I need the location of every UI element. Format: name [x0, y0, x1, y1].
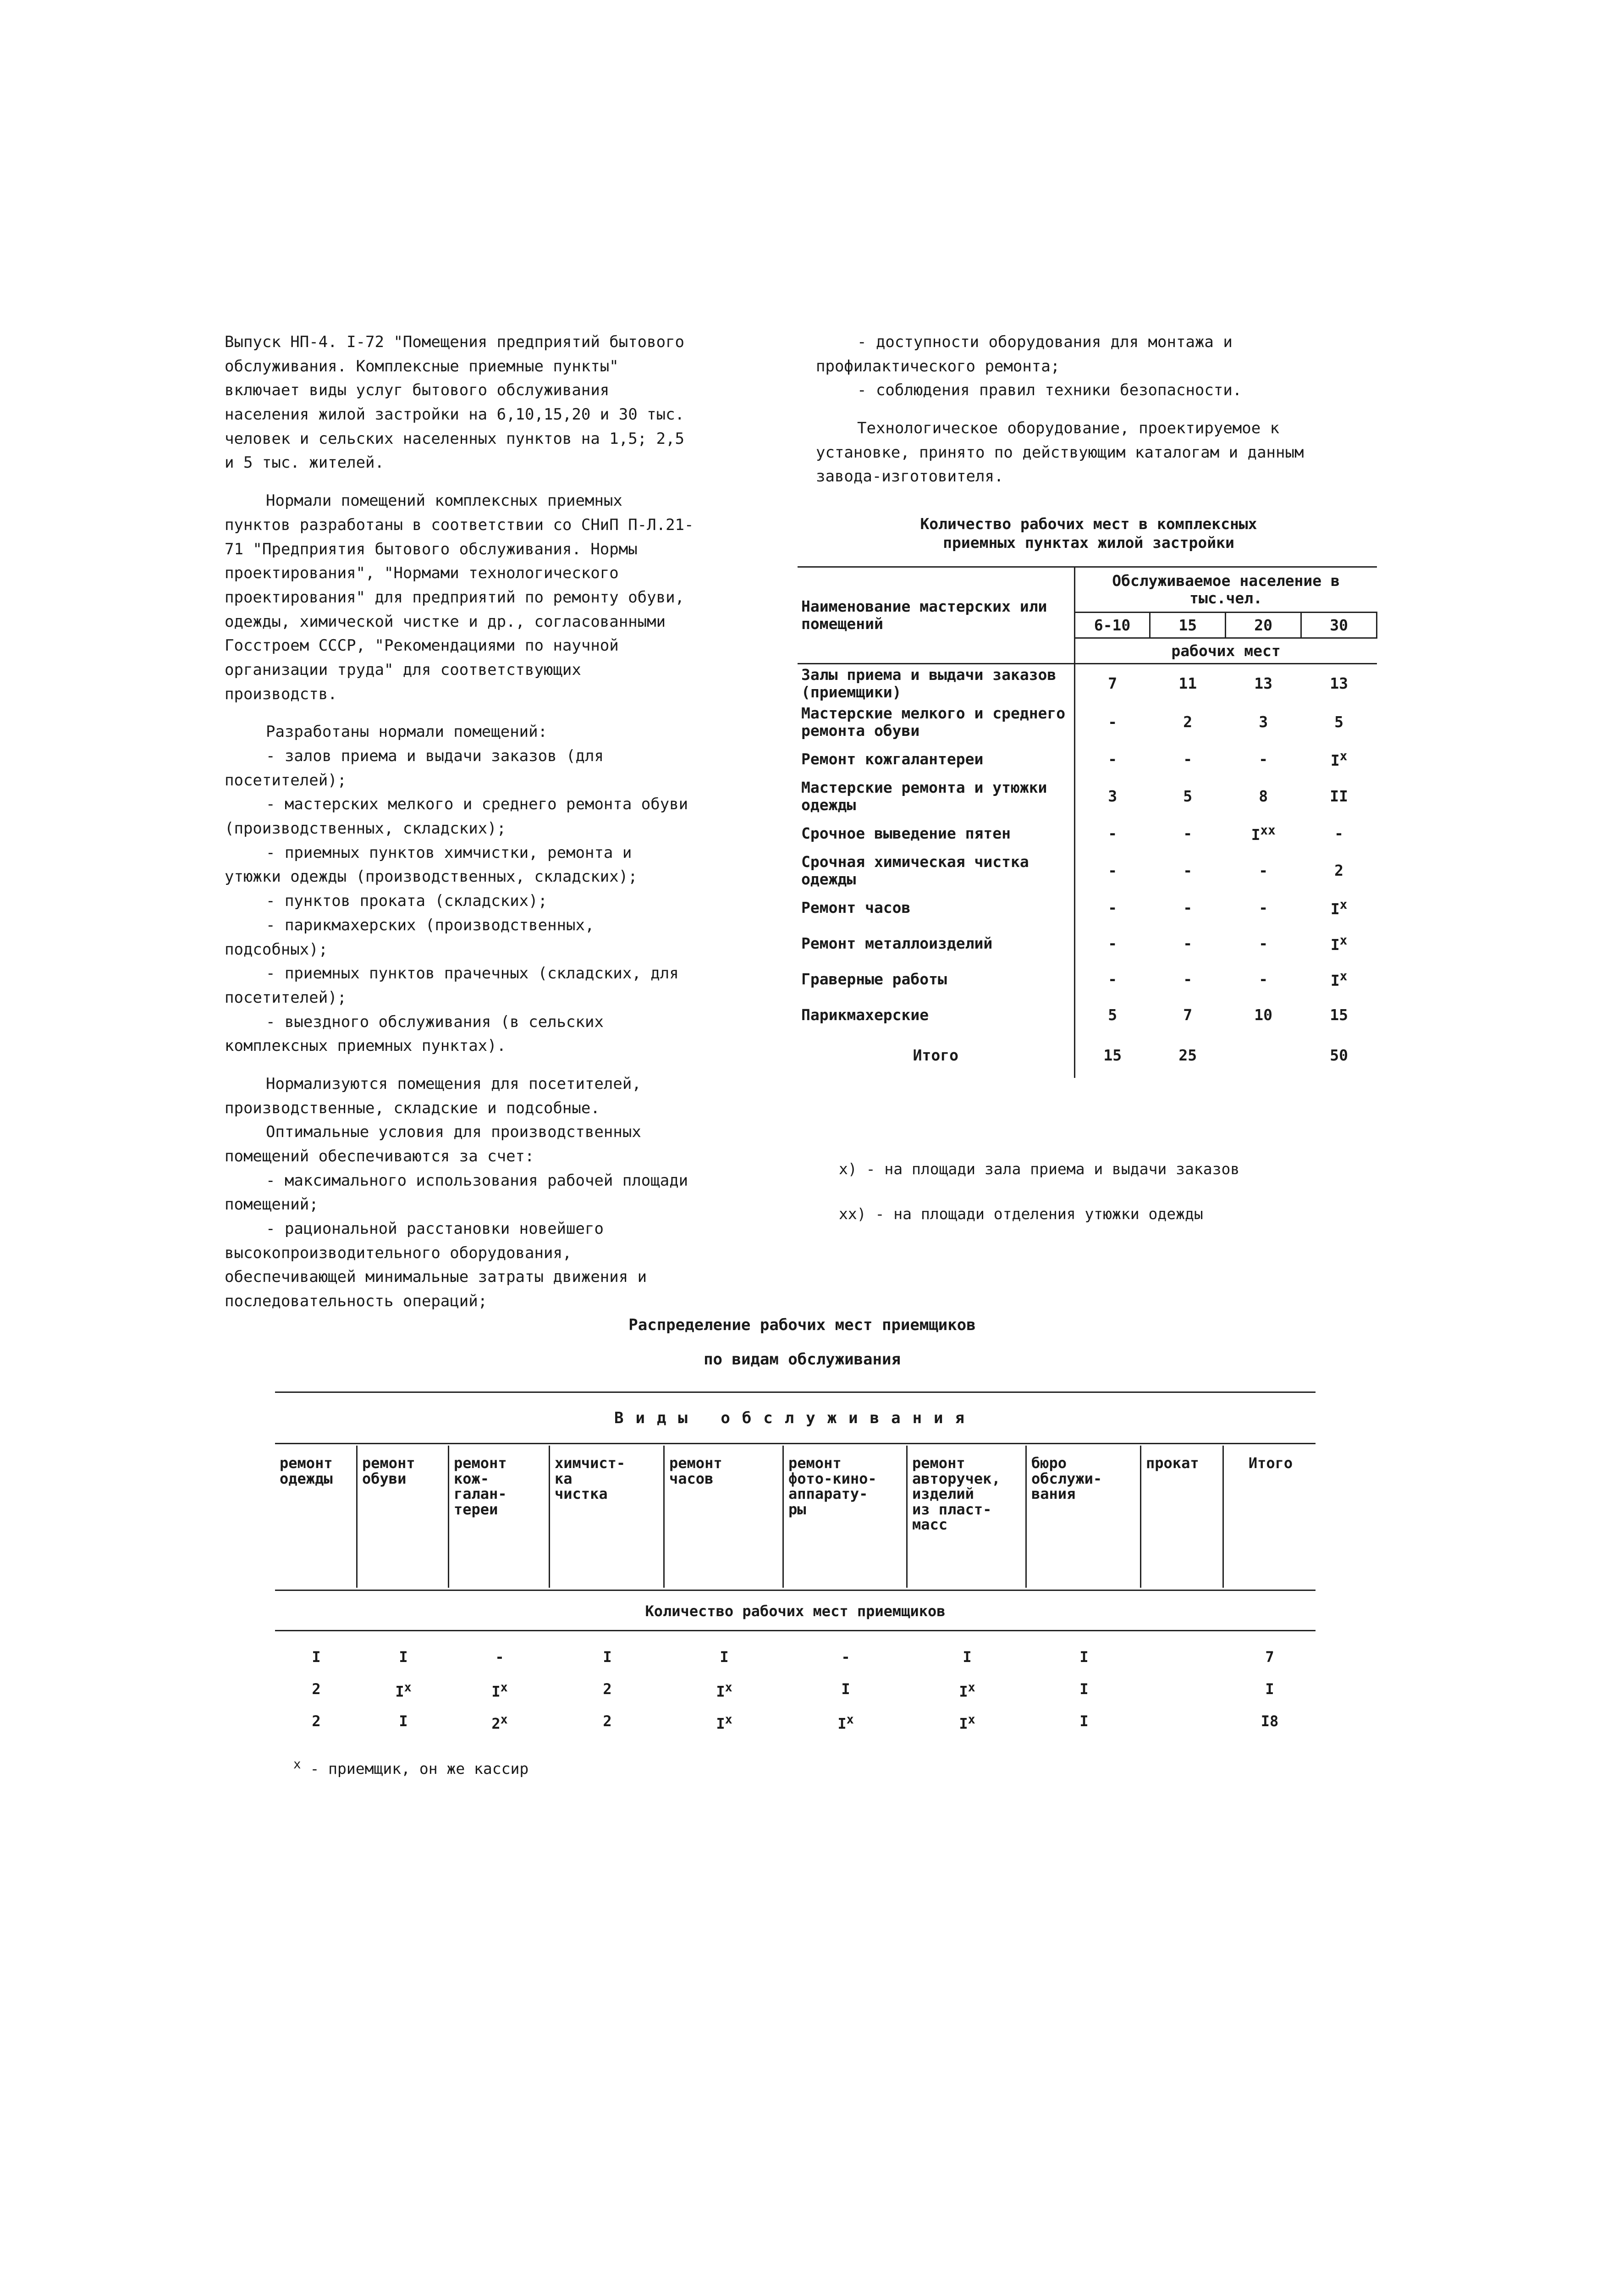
- table-row: [275, 1712, 1316, 1733]
- table-cell: [1074, 777, 1150, 816]
- cell-value: 2: [1183, 712, 1193, 731]
- table-cell: [1027, 1712, 1141, 1733]
- footnote-text: - на площади отделения утюжки одежды: [875, 1205, 1203, 1223]
- cell-value: -: [1183, 898, 1193, 917]
- table-cell: [550, 1712, 665, 1733]
- cell-value: I: [1330, 900, 1340, 918]
- cell-value: -: [1183, 861, 1193, 879]
- list-item: - рациональной расстановки новейшего высокопроизводительного оборудования, обеспечивающей минимальные затраты движения и последовательность операций;: [225, 1220, 647, 1311]
- table-cell: [1074, 664, 1150, 703]
- table-cell: [1226, 997, 1301, 1033]
- table-cell: [1226, 741, 1301, 777]
- footnote-mark: xx): [839, 1205, 866, 1223]
- cell-value: -: [841, 1648, 850, 1666]
- normalized-paragraph: Нормализуются помещения для посетителей, производственные, складские и подсобные.: [225, 1074, 641, 1117]
- table-row: [798, 816, 1377, 851]
- cell-value: 5: [1183, 787, 1193, 805]
- row-label: Мастерские ремонта и утюжки одежды: [798, 777, 1074, 816]
- list-item: - доступности оборудования для монтажа и профилактического ремонта;: [816, 333, 1233, 375]
- table2-column-header: химчист- ка чистка: [550, 1446, 665, 1588]
- cell-value: 2: [603, 1680, 612, 1698]
- table1-caption: [802, 514, 1375, 552]
- table-row: [798, 703, 1377, 741]
- table2-header-row: [275, 1446, 1316, 1588]
- cell-value: -: [1108, 750, 1118, 768]
- table-cell: [1141, 1648, 1224, 1666]
- cell-value: I: [1251, 825, 1261, 844]
- table-cell: [1226, 703, 1301, 741]
- cell-value: 3: [1108, 787, 1118, 805]
- cell-value: I: [312, 1648, 321, 1666]
- table-cell: [449, 1712, 550, 1733]
- table-cell: [1074, 703, 1150, 741]
- table-cell: [1226, 816, 1301, 851]
- cell-value: -: [1259, 750, 1268, 768]
- list-item: - максимального использования рабочей площади помещений;: [225, 1171, 688, 1214]
- cell-value: 10: [1254, 1005, 1273, 1024]
- optimal-paragraph: Оптимальные условия для производственных помещений обеспечиваются за счет:: [225, 1123, 641, 1165]
- cell-footnote-mark: x: [500, 1712, 508, 1727]
- cell-value: -: [1183, 824, 1193, 842]
- table2-group-header: Виды обслуживания: [614, 1409, 976, 1427]
- table-cell: [1074, 890, 1150, 926]
- table1-column-header: 30: [1301, 613, 1377, 638]
- cell-value: I: [603, 1648, 612, 1666]
- total-cell: 15: [1103, 1046, 1122, 1064]
- table-cell: [1226, 851, 1301, 890]
- table-cell: [1074, 926, 1150, 961]
- right-column: [816, 330, 1371, 489]
- norms-paragraph: Нормали помещений комплексных приемных пунктов разработаны в соответствии со СНиП П-Л.21-71 "Предприятия бытового обслуживания. Нормы проектирования", "Нормами технологического проектирования" для предприятий по ремонту обуви, одежды, химической чистке и др., согласованными Госстроем СССР, "Рекомендациями по научной организации труда" для соответствующих производств.: [225, 491, 694, 703]
- cell-footnote-mark: x: [725, 1712, 732, 1727]
- table-row: [798, 997, 1377, 1033]
- table2-column-header: бюро обслужи- вания: [1027, 1446, 1141, 1588]
- footnote-mark: x: [293, 1757, 301, 1772]
- table-cell: [1301, 997, 1377, 1033]
- cell-value: I: [1079, 1648, 1089, 1666]
- table-cell: [1074, 961, 1150, 997]
- cell-value: -: [1108, 824, 1118, 842]
- table2-count-label: Количество рабочих мест приемщиков: [645, 1602, 946, 1620]
- cell-value: I: [716, 1715, 725, 1733]
- table-cell: [1074, 741, 1150, 777]
- row-label: Мастерские мелкого и среднего ремонта обуви: [798, 703, 1074, 741]
- table-cell: [1150, 851, 1226, 890]
- table-cell: [784, 1680, 908, 1701]
- row-label: Срочная химическая чистка одежды: [798, 851, 1074, 890]
- cell-footnote-mark: x: [404, 1680, 412, 1695]
- cell-value: 8: [1259, 787, 1268, 805]
- table2-column-header: ремонт обуви: [358, 1446, 449, 1588]
- workplaces-table: [798, 566, 1377, 1078]
- table-cell: [358, 1680, 449, 1701]
- cell-value: I: [959, 1683, 968, 1701]
- table-cell: [1301, 777, 1377, 816]
- cell-value: II: [1330, 787, 1348, 805]
- cell-footnote-mark: xx: [1260, 823, 1276, 838]
- table-cell: [1224, 1680, 1316, 1701]
- cell-value: 5: [1334, 712, 1344, 731]
- cell-footnote-mark: x: [846, 1712, 854, 1727]
- cell-footnote-mark: x: [968, 1680, 975, 1695]
- table-row: [798, 664, 1377, 703]
- table2-caption-line: Распределение рабочих мест приемщиков: [628, 1316, 976, 1334]
- cell-value: I: [1330, 751, 1340, 769]
- list-item: - пунктов проката (складских);: [266, 892, 548, 911]
- list-item: - выездного обслуживания (в сельских комплексных приемных пунктах).: [225, 1012, 604, 1055]
- footnote: [839, 1205, 1203, 1223]
- cell-value: -: [1259, 898, 1268, 917]
- row-label: Ремонт кожгалантереи: [798, 741, 1074, 777]
- table2-column-header: Итого: [1248, 1454, 1293, 1472]
- table-cell: [1301, 664, 1377, 703]
- table-cell: [275, 1712, 358, 1733]
- cell-value: 7: [1108, 674, 1118, 692]
- row-label: Ремонт металлоизделий: [798, 926, 1074, 961]
- table1-column-header: 15: [1150, 613, 1226, 638]
- table2-column-header: ремонт часов: [665, 1446, 784, 1588]
- cell-footnote-mark: x: [725, 1680, 732, 1695]
- cell-value: -: [1108, 861, 1118, 879]
- cell-value: -: [1108, 712, 1118, 731]
- cell-value: 2: [312, 1680, 321, 1698]
- table-cell: [1027, 1680, 1141, 1701]
- equipment-paragraph: Технологическое оборудование, проектируемое к установке, принято по действующим каталогам и данным завода-изготовителя.: [816, 419, 1304, 486]
- table-cell: [1301, 703, 1377, 741]
- cell-value: -: [1334, 824, 1344, 842]
- cell-value: -: [1183, 970, 1193, 988]
- cell-value: 2: [491, 1715, 501, 1733]
- table-cell: [1301, 851, 1377, 890]
- total-row: [798, 1033, 1377, 1078]
- cell-footnote-mark: x: [1339, 897, 1348, 912]
- list-item: - залов приема и выдачи заказов (для посетителей);: [225, 747, 604, 790]
- table-cell: [1150, 777, 1226, 816]
- table1-caption-line: Количество рабочих мест в комплексных: [920, 515, 1257, 533]
- cell-footnote-mark: x: [1339, 748, 1348, 763]
- table-cell: [1226, 664, 1301, 703]
- table1-caption-line: приемных пунктах жилой застройки: [943, 534, 1234, 552]
- cell-value: -: [1108, 898, 1118, 917]
- table-row: [798, 961, 1377, 997]
- cell-value: -: [1108, 934, 1118, 952]
- table-row: [275, 1680, 1316, 1701]
- table-cell: [550, 1680, 665, 1701]
- table-cell: [1301, 816, 1377, 851]
- cell-footnote-mark: x: [1339, 933, 1348, 948]
- table2-caption-line: по видам обслуживания: [704, 1350, 901, 1369]
- total-label: Итого: [798, 1033, 1074, 1078]
- cell-value: I: [1079, 1680, 1089, 1698]
- table-row: [275, 1648, 1316, 1666]
- table1-header-name: Наименование мастерских или помещений: [798, 567, 1074, 664]
- table-cell: [550, 1648, 665, 1666]
- cell-value: I: [837, 1715, 847, 1733]
- cell-value: -: [1259, 970, 1268, 988]
- table-cell: [1150, 890, 1226, 926]
- table-cell: [358, 1648, 449, 1666]
- table-cell: [1224, 1712, 1316, 1733]
- table-cell: [1074, 997, 1150, 1033]
- table1-header-population: Обслуживаемое население в тыс.чел.: [1074, 567, 1376, 613]
- table-cell: [908, 1648, 1027, 1666]
- table1-column-header: 6-10: [1074, 613, 1150, 638]
- cell-value: 5: [1108, 1005, 1118, 1024]
- table-cell: [1226, 926, 1301, 961]
- cell-value: 2: [312, 1712, 321, 1730]
- developed-heading: Разработаны нормали помещений:: [266, 723, 548, 741]
- table-cell: [1074, 851, 1150, 890]
- cell-value: 7: [1265, 1648, 1274, 1666]
- table2-column-header: ремонт авторучек, изделий из пласт- масс: [908, 1446, 1027, 1588]
- cell-footnote-mark: x: [968, 1712, 975, 1727]
- table1-unit: рабочих мест: [1074, 638, 1376, 664]
- table1-body: [798, 664, 1377, 1078]
- table-cell: [908, 1712, 1027, 1733]
- cell-value: I: [399, 1648, 408, 1666]
- table-cell: [1150, 926, 1226, 961]
- table-cell: [1150, 961, 1226, 997]
- intro-paragraph: Выпуск НП-4. I-72 "Помещения предприятий бытового обслуживания. Комплексные приемные пункты" включает виды услуг бытового обслуживания населения жилой застройки на 6,10,15,20 и 30 тыс. человек и сельских населенных пунктов на 1,5; 2,5 и 5 тыс. жителей.: [225, 333, 685, 472]
- table-cell: [1150, 816, 1226, 851]
- cell-footnote-mark: x: [1339, 968, 1348, 983]
- table-cell: [1150, 664, 1226, 703]
- list-item: - мастерских мелкого и среднего ремонта обуви (производственных, складских);: [225, 795, 688, 838]
- list-item: - приемных пунктов химчистки, ремонта и утюжки одежды (производственных, складских);: [225, 843, 638, 886]
- cell-value: I: [963, 1648, 972, 1666]
- cell-value: -: [495, 1648, 504, 1666]
- table-rule: [275, 1443, 1316, 1444]
- cell-value: I: [1265, 1680, 1274, 1698]
- table-row: [798, 851, 1377, 890]
- cell-value: I: [395, 1683, 404, 1701]
- cell-value: I: [716, 1683, 725, 1701]
- cell-value: I: [841, 1680, 850, 1698]
- list-item: - приемных пунктов прачечных (складских, для посетителей);: [225, 964, 679, 1007]
- table-cell: [1224, 1648, 1316, 1666]
- cell-value: I: [399, 1712, 408, 1730]
- table-cell: [1141, 1680, 1224, 1701]
- table-cell: [1150, 703, 1226, 741]
- list-item: - соблюдения правил техники безопасности.: [857, 381, 1242, 400]
- table2-column-header: прокат: [1141, 1446, 1224, 1588]
- table-cell: [784, 1648, 908, 1666]
- cell-value: -: [1183, 750, 1193, 768]
- table-cell: [1301, 741, 1377, 777]
- table-cell: [449, 1680, 550, 1701]
- table-cell: [1226, 890, 1301, 926]
- cell-value: I8: [1261, 1712, 1279, 1730]
- table2-column-header: ремонт фото-кино- аппарату- ры: [784, 1446, 908, 1588]
- table-cell: [1301, 926, 1377, 961]
- cell-value: -: [1108, 970, 1118, 988]
- footnote-text: - на площади зала приема и выдачи заказов: [866, 1160, 1240, 1178]
- cell-value: I: [1079, 1712, 1089, 1730]
- cell-value: 13: [1330, 674, 1348, 692]
- cell-value: 11: [1178, 674, 1197, 692]
- table-cell: [1027, 1648, 1141, 1666]
- table-cell: [1074, 816, 1150, 851]
- left-column: [225, 330, 697, 1314]
- list-item: - парикмахерских (производственных, подсобных);: [225, 916, 595, 959]
- table-cell: [1226, 961, 1301, 997]
- table-cell: [665, 1648, 784, 1666]
- footnote: [839, 1160, 1239, 1178]
- cell-value: I: [720, 1648, 729, 1666]
- table-row: [798, 926, 1377, 961]
- footnote-text: - приемщик, он же кассир: [310, 1760, 529, 1778]
- total-cell: 25: [1178, 1046, 1197, 1064]
- cell-value: 2: [1334, 861, 1344, 879]
- table-rule: [275, 1630, 1316, 1631]
- row-label: Ремонт часов: [798, 890, 1074, 926]
- table1-column-header: 20: [1226, 613, 1301, 638]
- table-row: [798, 777, 1377, 816]
- table-cell: [1141, 1712, 1224, 1733]
- table-cell: [1301, 890, 1377, 926]
- row-label: Срочное выведение пятен: [798, 816, 1074, 851]
- table2-column-header: ремонт кож- галан- тереи: [449, 1446, 550, 1588]
- row-label: Залы приема и выдачи заказов (приемщики): [798, 664, 1074, 703]
- cell-value: -: [1259, 861, 1268, 879]
- table-row: [798, 741, 1377, 777]
- table-cell: [665, 1680, 784, 1701]
- table-cell: [665, 1712, 784, 1733]
- cell-value: -: [1259, 934, 1268, 952]
- table-cell: [784, 1712, 908, 1733]
- cell-value: I: [1330, 935, 1340, 954]
- cell-value: 15: [1330, 1005, 1348, 1024]
- table-rule: [275, 1391, 1316, 1393]
- cell-value: I: [959, 1715, 968, 1733]
- cell-value: 2: [603, 1712, 612, 1730]
- cell-value: 3: [1259, 712, 1268, 731]
- total-cell: [1226, 1033, 1301, 1078]
- footnote: [293, 1757, 528, 1778]
- table-rule: [275, 1590, 1316, 1591]
- table-cell: [1150, 997, 1226, 1033]
- cell-value: I: [1330, 971, 1340, 989]
- cell-value: -: [1183, 934, 1193, 952]
- table-cell: [275, 1648, 358, 1666]
- cell-footnote-mark: x: [500, 1680, 508, 1695]
- table2-column-header: ремонт одежды: [275, 1446, 358, 1588]
- table-cell: [275, 1680, 358, 1701]
- row-label: Граверные работы: [798, 961, 1074, 997]
- table-cell: [908, 1680, 1027, 1701]
- footnote-mark: x): [839, 1160, 857, 1178]
- cell-value: 7: [1183, 1005, 1193, 1024]
- row-label: Парикмахерские: [798, 997, 1074, 1033]
- cell-value: I: [491, 1683, 501, 1701]
- total-cell: 50: [1330, 1046, 1348, 1064]
- table-cell: [449, 1648, 550, 1666]
- cell-value: 13: [1254, 674, 1273, 692]
- table-row: [798, 890, 1377, 926]
- table-cell: [358, 1712, 449, 1733]
- table-cell: [1226, 777, 1301, 816]
- table-cell: [1150, 741, 1226, 777]
- table-cell: [1301, 961, 1377, 997]
